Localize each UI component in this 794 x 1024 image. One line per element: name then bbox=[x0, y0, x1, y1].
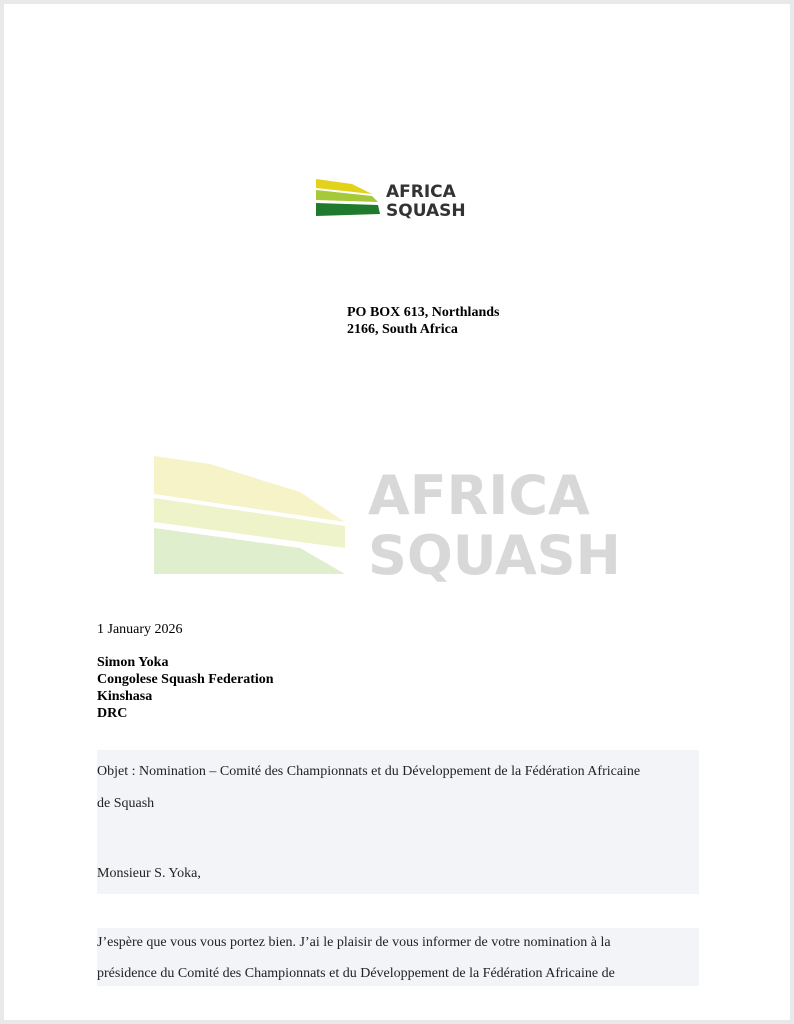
recipient-city: Kinshasa bbox=[97, 689, 153, 704]
logo-text-line2: SQUASH bbox=[386, 201, 466, 221]
recipient-organization: Congolese Squash Federation bbox=[97, 672, 274, 687]
africa-squash-logo bbox=[314, 176, 490, 222]
paragraph-gap bbox=[97, 894, 699, 928]
address-line-2: 2166, South Africa bbox=[347, 322, 458, 337]
logo-text-line1: AFRICA bbox=[386, 182, 456, 202]
subject-line-1: Objet : Nomination – Comité des Championnats et du Développement de la Fédération Africaine bbox=[97, 764, 641, 779]
recipient-country: DRC bbox=[97, 706, 128, 721]
recipient-name: Simon Yoka bbox=[97, 655, 169, 670]
africa-squash-watermark bbox=[150, 452, 650, 582]
watermark-text-line1: AFRICA bbox=[368, 464, 590, 527]
salutation: Monsieur S. Yoka, bbox=[97, 866, 201, 881]
watermark-logo-icon bbox=[150, 452, 650, 582]
letter-date: 1 January 2026 bbox=[97, 622, 183, 637]
body-line-2: présidence du Comité des Championnats et du Développement de la Fédération Africaine de bbox=[97, 966, 615, 981]
watermark-text-line2: SQUASH bbox=[368, 524, 621, 582]
sender-address bbox=[347, 304, 499, 338]
recipient-block bbox=[97, 654, 274, 722]
logo-mark-icon bbox=[314, 176, 490, 222]
body-line-1: J’espère que vous vous portez bien. J’ai le plaisir de vous informer de votre nomination à la bbox=[97, 935, 611, 950]
letter-page bbox=[4, 4, 790, 1020]
subject-line-2: de Squash bbox=[97, 796, 155, 811]
address-line-1: PO BOX 613, Northlands bbox=[347, 305, 500, 320]
